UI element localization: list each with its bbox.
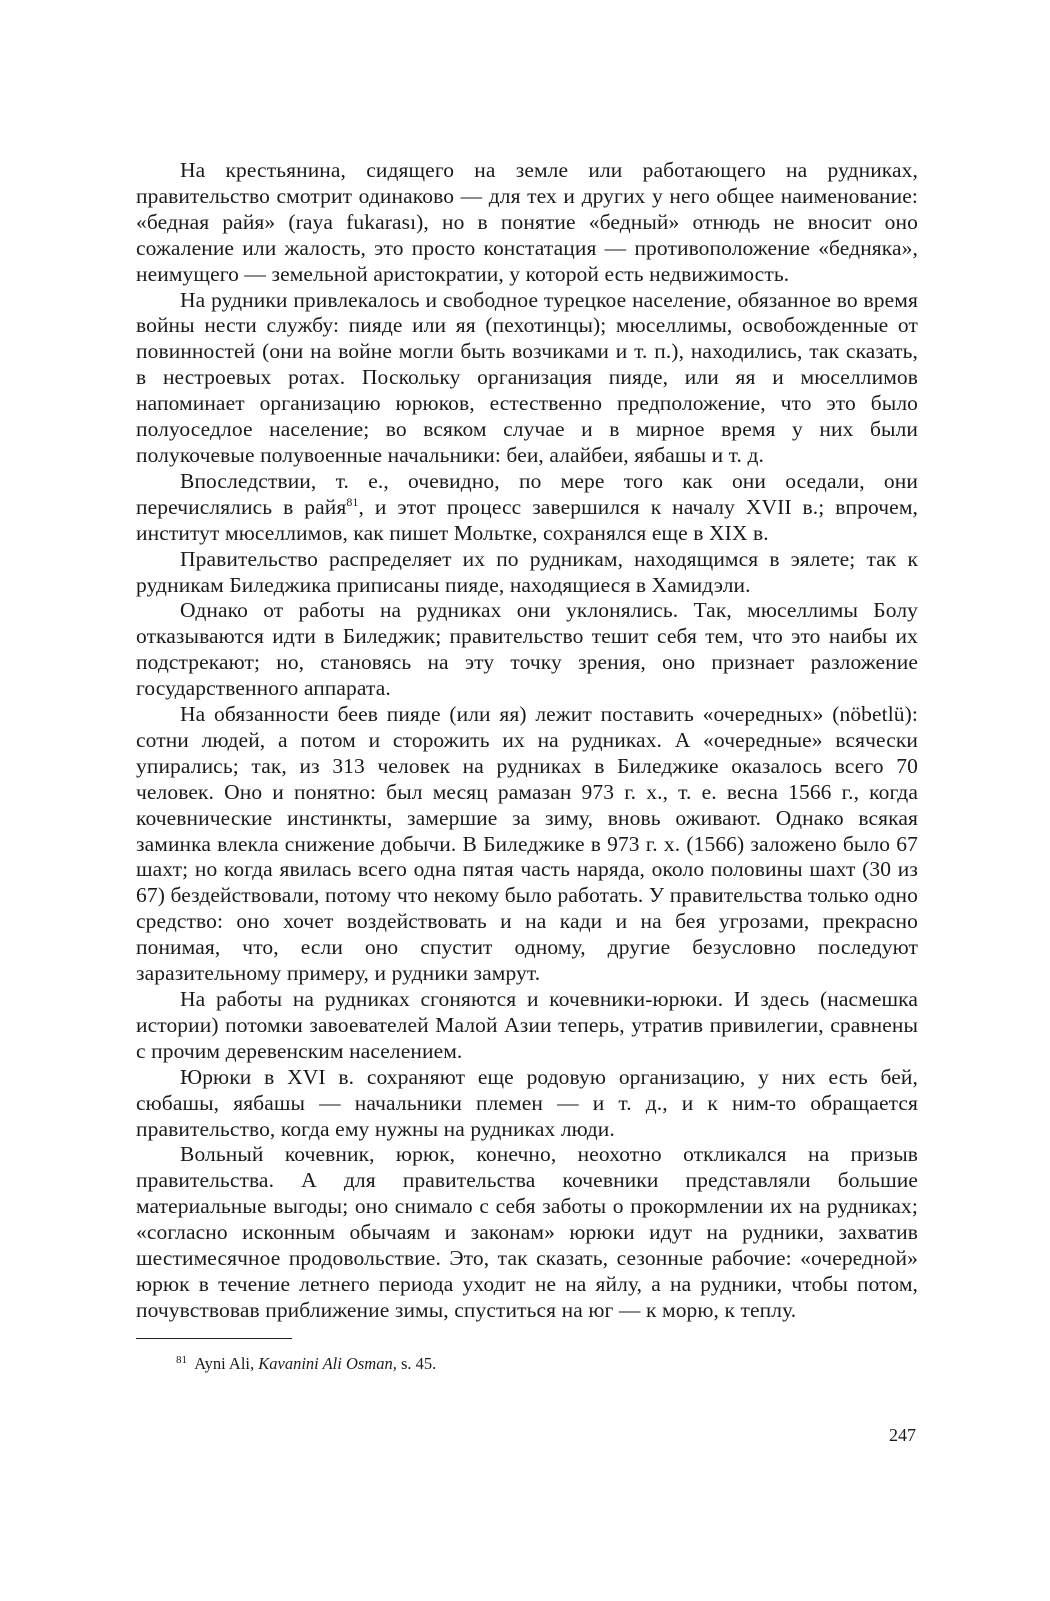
paragraph-9: Вольный кочевник, юрюк, конечно, неохотно откликался на призыв правительства. А для правительства кочевники представляли большие материальные выгоды; оно снимало с себя заботы о прокормлении их на рудниках; «согласно исконным обычаям и законам» юрюки идут на рудники, захватив шестимесячное продовольствие. Это, так сказать, сезонные рабочие: «очередной» юрюк в течение летнего периода уходит не на яйлу, а на рудники, чтобы потом, почувствовав приближение зимы, спуститься на юг — к морю, к теплу.: [136, 1142, 918, 1322]
paragraph-8: Юрюки в XVI в. сохраняют еще родовую организацию, у них есть бей, сюбашы, яябашы — начальники племен — и т. д., и к ним-то обращается правительство, когда ему нужны на рудниках люди.: [136, 1064, 918, 1141]
footnote: [176, 1354, 876, 1374]
footnote-divider: [136, 1338, 292, 1339]
footnote-mark: 81: [176, 1353, 187, 1366]
footnote-title: Kavanini Ali Osman,: [258, 1354, 397, 1373]
paragraph-3: [136, 469, 918, 547]
paragraph-4: Правительство распределяет их по рудникам, находящимся в эялете; так к рудникам Биледжика приписаны пияде, находящиеся в Хамидэли.: [136, 546, 918, 597]
paragraph-6: На обязанности беев пияде (или яя) лежит поставить «очередных» (nöbetlü): сотни людей, а потом и сторожить их на рудниках. А «очередные» всячески упирались; так, из 313 человек на рудниках в Биледжике оказалось всего 70 человек. Оно и понятно: был месяц рамазан 973 г. х., т. е. весна 1566 г., когда кочевнические инстинкты, замершие за зиму, вновь оживают. Однако всякая заминка влекла снижение добычи. В Биледжике в 973 г. х. (1566) заложено было 67 шахт; но когда явилась всего одна пятая часть наряда, около половины шахт (30 из 67) бездействовали, потому что некому было работать. У правительства только одно средство: оно хочет воздействовать и на кади и на бея угрозами, прекрасно понимая, что, если оно спустит одному, другие безусловно последуют заразительному примеру, и рудники замрут.: [136, 702, 918, 986]
paragraph-3-tail: , и этот процесс завершился к началу XVII в.; впрочем, институт мюселлимов, как пишет Мольтке, сохранялся еще в XIX в.: [136, 494, 918, 545]
page-body: [136, 158, 918, 1324]
page-number: 247: [889, 1425, 916, 1445]
paragraph-2: На рудники привлекалось и свободное турецкое население, обязанное во время войны нести службу: пияде или яя (пехотинцы); мюселлимы, освобожденные от повинностей (они на войне могли быть возчиками и т. п.), находились, так сказать, в нестроевых ротах. Поскольку организация пияде, или яя и мюселлимов напоминает организацию юрюков, естественно предположение, что это было полуоседлое население; во всяком случае и в мирное время у них были полукочевые полувоенные начальники: беи, алайбеи, яябашы и т. д.: [136, 287, 918, 467]
paragraph-1: На крестьянина, сидящего на земле или работающего на рудниках, правительство смотрит одинаково — для тех и других у него общее наименование: «бедная райя» (raya fukarası), но в понятие «бедный» отнюдь не вносит оно сожаление или жалость, это просто констатация — противоположение «бедняка», неимущего — земельной аристократии, у которой есть недвижимость.: [136, 158, 918, 286]
footnote-page: s. 45.: [400, 1354, 437, 1373]
footnote-author: Ayni Ali,: [194, 1354, 255, 1373]
paragraph-7: На работы на рудниках сгоняются и кочевники-юрюки. И здесь (насмешка истории) потомки завоевателей Малой Азии теперь, утратив привилегии, сравнены с прочим деревенским населением.: [136, 987, 918, 1063]
paragraph-3-text: Впоследствии, т. е., очевидно, по мере того как они оседали, они перечислялись в райя: [136, 468, 918, 519]
paragraph-5: Однако от работы на рудниках они уклонялись. Так, мюселлимы Болу отказываются идти в Биледжик; правительство тешит себя тем, что это наибы их подстрекают; но, становясь на эту точку зрения, оно признает разложение государственного аппарата.: [136, 598, 918, 701]
footnote-reference[interactable]: 81: [346, 494, 359, 509]
